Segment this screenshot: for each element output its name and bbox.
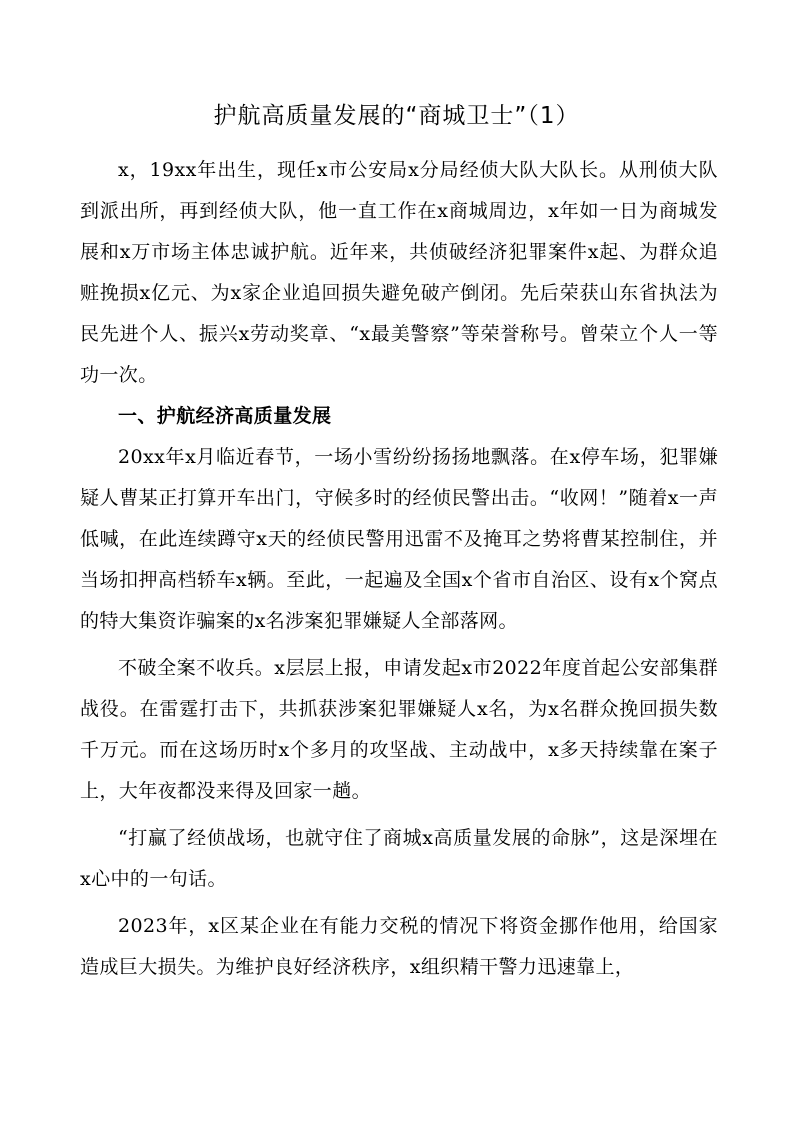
document-body	[80, 150, 718, 988]
paragraph-2023: 2023年，x区某企业在有能力交税的情况下将资金挪作他用，给国家造成巨大损失。为维护良好经济秩序，x组织精干警力迅速靠上，	[80, 915, 718, 978]
paragraph-arrest: 20xx年x月临近春节，一场小雪纷纷扬扬地飘落。在x停车场，犯罪嫌疑人曹某正打算开车出门，守候多时的经侦民警出击。“收网！”随着x一声低喊，在此连续蹲守x天的经侦民警用迅雷不及掩耳之势将曹某控制住，并当场扣押高档轿车x辆。至此，一起遍及全国x个省市自治区、设有x个窝点的特大集资诈骗案的x名涉案犯罪嫌疑人全部落网。	[80, 446, 718, 632]
paragraph-quote: “打赢了经侦战场，也就守住了商城x高质量发展的命脉”，这是深埋在x心中的一句话。	[80, 827, 718, 890]
document-title: 护航高质量发展的“商城卫士”（1）	[213, 103, 580, 129]
paragraph-intro: x，19xx年出生，现任x市公安局x分局经侦大队大队长。从刑侦大队到派出所，再到经侦大队，他一直工作在x商城周边，x年如一日为商城发展和x万市场主体忠诚护航。近年来，共侦破经济犯罪案件x起、为群众追赃挽损x亿元、为x家企业追回损失避免破产倒闭。先后荣获山东省执法为民先进个人、振兴x劳动奖章、“x最美警察”等荣誉称号。曾荣立个人一等功一次。	[80, 159, 718, 386]
paragraph-campaign: 不破全案不收兵。x层层上报，申请发起x市2022年度首起公安部集群战役。在雷霆打击下，共抓获涉案犯罪嫌疑人x名，为x名群众挽回损失数千万元。而在这场历时x个多月的攻坚战、主动战中，x多天持续靠在案子上，大年夜都没来得及回家一趟。	[80, 657, 718, 802]
section-heading: 一、护航经济高质量发展	[118, 405, 332, 427]
